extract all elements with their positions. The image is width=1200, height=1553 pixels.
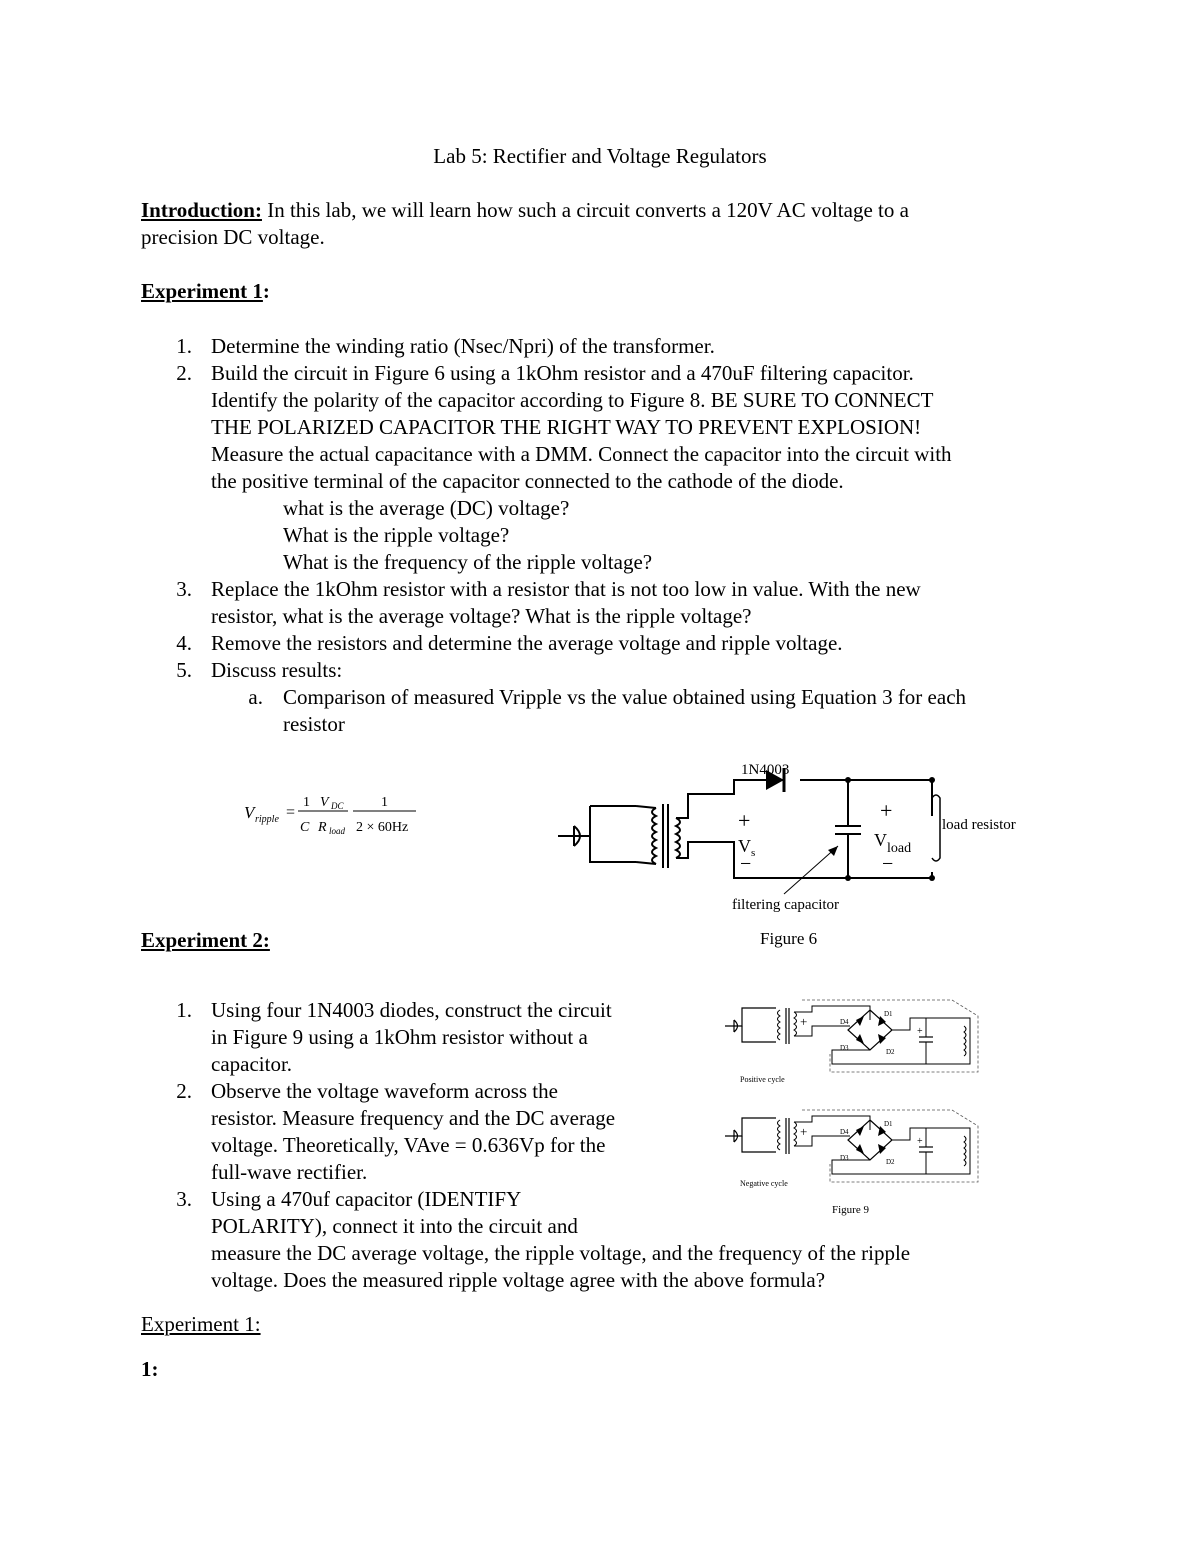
list-item-text: resistor, what is the average voltage? What is the ripple voltage? [211, 604, 752, 628]
transformer-primary-icon [652, 808, 656, 864]
intro-text-line2: precision DC voltage. [141, 225, 325, 249]
equation-denominator-3: 2 × 60Hz [356, 820, 409, 835]
list-item-text: Identify the polarity of the capacitor according to Figure 8. BE SURE TO CONNECT [211, 388, 934, 412]
question-line: What is the ripple voltage? [283, 523, 510, 547]
list-item-text: Using four 1N4003 diodes, construct the circuit [211, 998, 612, 1022]
figure-6-circuit [548, 756, 1038, 952]
list-item-text: resistor. Measure frequency and the DC average [211, 1106, 616, 1130]
experiment-2-heading: Experiment 2: [141, 928, 270, 952]
answer-item-1: 1: [141, 1357, 159, 1381]
equation-denominator-2-subscript: load [329, 826, 346, 836]
equation-numerator-2: V [320, 795, 329, 810]
equation-denominator-2: R [318, 820, 327, 835]
list-number: 3. [176, 577, 192, 601]
transformer-secondary-icon [676, 818, 680, 858]
list-number: 2. [176, 361, 192, 385]
figure-9-d4-bottom: D4 [840, 1128, 849, 1136]
vload-subscript: load [887, 841, 912, 856]
figure-9-d1-bottom: D1 [884, 1120, 893, 1128]
equation-lhs-subscript: ripple [255, 814, 279, 825]
list-number: 3. [176, 1187, 192, 1211]
figure-9-d2-top: D2 [886, 1048, 895, 1056]
equation-equals: = [286, 804, 296, 821]
vs-subscript: s [751, 847, 756, 859]
figure-6-caption: Figure 6 [760, 929, 818, 948]
list-item-text: capacitor. [211, 1052, 293, 1076]
question-line: what is the average (DC) voltage? [283, 496, 570, 520]
experiment-1-heading-colon: : [262, 279, 270, 303]
figure-9-positive-cycle-label: Positive cycle [740, 1075, 785, 1084]
list-number: 5. [176, 658, 192, 682]
list-number: 1. [176, 334, 192, 358]
experiment-1-heading-text: Experiment 1 [141, 279, 263, 303]
vload-minus: − [882, 853, 894, 875]
figure-9-d3-bottom: D3 [840, 1154, 849, 1162]
list-item-text: POLARITY), connect it into the circuit and [211, 1214, 578, 1238]
figure-9-d2-bottom: D2 [886, 1158, 895, 1166]
figure-9-caption: Figure 9 [832, 1204, 869, 1216]
vs-label: V [738, 836, 751, 856]
figure-9-d3-top: D3 [840, 1044, 849, 1052]
list-item-text: voltage. Theoretically, VAve = 0.636Vp for the [211, 1133, 606, 1157]
list-item-text: Measure the actual capacitance with a DMM. Connect the capacitor into the circuit with [211, 442, 952, 466]
list-item-text: Build the circuit in Figure 6 using a 1kOhm resistor and a 470uF filtering capacitor. [211, 361, 914, 385]
list-number: 1. [176, 998, 192, 1022]
equation-lhs: V [244, 803, 255, 822]
list-item-text: full-wave rectifier. [211, 1160, 368, 1184]
list-item-text: Using a 470uf capacitor (IDENTIFY [211, 1187, 522, 1211]
figure-9-circuit [720, 996, 985, 1222]
figure-9-d1-top: D1 [884, 1010, 893, 1018]
list-item-text: in Figure 9 using a 1kOhm resistor without a [211, 1025, 588, 1049]
experiment-1-heading [141, 278, 270, 305]
load-resistor-icon [932, 795, 940, 861]
list-item-text: the positive terminal of the capacitor connected to the cathode of the diode. [211, 469, 844, 493]
list-item-text: Replace the 1kOhm resistor with a resistor that is not too low in value. With the new [211, 577, 921, 601]
sublist-text: Comparison of measured Vripple vs the value obtained using Equation 3 for each [283, 685, 967, 709]
list-item-text: THE POLARIZED CAPACITOR THE RIGHT WAY TO PREVENT EXPLOSION! [211, 415, 922, 439]
equation-numerator-3: 1 [381, 795, 388, 810]
list-number: 4. [176, 631, 192, 655]
vload-plus: + [880, 798, 893, 823]
vs-minus: − [740, 853, 752, 875]
list-item-text: Discuss results: [211, 658, 343, 682]
ripple-equation [240, 780, 430, 840]
list-item-text: Observe the voltage waveform across the [211, 1079, 558, 1103]
list-item-text: Determine the winding ratio (Nsec/Npri) of the transformer. [211, 334, 715, 358]
figure-9-d4-top: D4 [840, 1018, 849, 1026]
figure-9-negative-cycle-label: Negative cycle [740, 1179, 788, 1188]
load-resistor-label: load resistor [942, 817, 1016, 833]
sublist-text: resistor [283, 712, 345, 736]
answers-heading: Experiment 1: [141, 1312, 261, 1336]
diode-label: 1N4003 [741, 762, 790, 778]
equation-numerator-2-subscript: DC [331, 801, 344, 811]
equation-denominator-1: C [300, 820, 310, 835]
list-number: 2. [176, 1079, 192, 1103]
list-item-text: Remove the resistors and determine the average voltage and ripple voltage. [211, 631, 843, 655]
vs-plus: + [738, 808, 751, 833]
list-item-text: voltage. Does the measured ripple voltage agree with the above formula? [211, 1268, 826, 1292]
intro-text-line1: In this lab, we will learn how such a circuit converts a 120V AC voltage to a [261, 198, 909, 222]
page-title: Lab 5: Rectifier and Voltage Regulators [433, 144, 767, 168]
intro-label: Introduction: [141, 198, 262, 222]
intro-paragraph [141, 197, 909, 224]
question-line: What is the frequency of the ripple voltage? [283, 550, 653, 574]
vload-label: V [874, 830, 887, 850]
list-item-text: measure the DC average voltage, the ripple voltage, and the frequency of the ripple [211, 1241, 911, 1265]
filtering-capacitor-label: filtering capacitor [732, 897, 840, 913]
sublist-letter: a. [248, 685, 263, 709]
equation-numerator-1: 1 [303, 795, 310, 810]
